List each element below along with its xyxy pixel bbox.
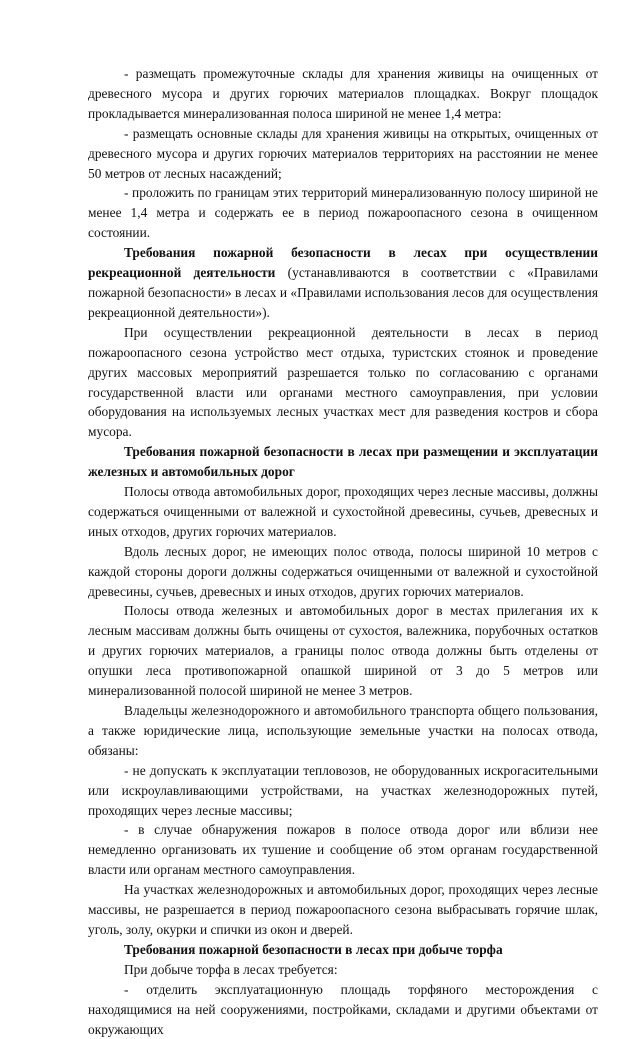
paragraph-peat-intro: При добыче торфа в лесах требуется: xyxy=(124,961,338,977)
heading-recreation: Требования пожарной безопасности в лесах при осуществлении рекреационной деятельности xyxy=(88,245,598,281)
paragraph-peat-separation: - отделить эксплуатационную площадь торфяного месторождения с находящимися на ней сооружениями, постройками, складами и другими объектами от окружающих xyxy=(88,981,598,1037)
heading-roads: Требования пожарной безопасности в лесах при размещении и эксплуатации железных и автомобильных дорог xyxy=(88,444,598,480)
heading-peat: Требования пожарной безопасности в лесах при добыче торфа xyxy=(124,941,503,957)
recreation-note: (устанавливаются в соответствии с «Правилами пожарной безопасности» в лесах и «Правилами использования лесов для осуществления рекреационной деятельности»). xyxy=(88,265,598,320)
paragraph-locomotives: - не допускать к эксплуатации тепловозов, не оборудованных искрогасительными или искроулавливающими устройствами, на участках железнодорожных путей, проходящих через лесные массивы; xyxy=(88,762,598,818)
paragraph-no-littering: На участках железнодорожных и автомобильных дорог, проходящих через лесные массивы, не разрешается в период пожароопасного сезона выбрасывать горячие шлак, уголь, золу, окурки и спички из окон и дверей. xyxy=(88,882,598,937)
paragraph-fire-response: - в случае обнаружения пожаров в полосе отвода дорог или вблизи нее немедленно организовать их тушение и сообщение об этом органам государственной власти или органам местного самоуправления. xyxy=(88,822,598,878)
paragraph-road-strips: Полосы отвода автомобильных дорог, проходящих через лесные массивы, должны содержаться очищенными от валежной и сухостойной древесины, сучьев, древесных и иных отходов, других горючих материалов. xyxy=(88,484,598,539)
paragraph-recreation-requirements xyxy=(88,243,598,323)
paragraph-main-storage: - размещать основные склады для хранения живицы на открытых, очищенных от древесного мусора и других горючих материалов территориях на расстоянии не менее 50 метров от лесных насаждений; xyxy=(88,125,598,181)
paragraph-mineral-strip: - проложить по границам этих территорий минерализованную полосу шириной не менее 1,4 метра и содержать ее в период пожароопасного сезона в очищенном состоянии. xyxy=(88,185,598,241)
paragraph-recreation-rules: При осуществлении рекреационной деятельности в лесах в период пожароопасного сезона устройство мест отдыха, туристских стоянок и проведение других массовых мероприятий разрешается только по согласованию с органами государственной власти или органами местного самоуправления, при условии оборудования на используемых лесных участках мест для разведения костров и сбора мусора. xyxy=(88,324,598,440)
paragraph-transport-owners: Владельцы железнодорожного и автомобильного транспорта общего пользования, а также юридические лица, использующие земельные участки на полосах отвода, обязаны: xyxy=(88,703,598,758)
paragraph-intermediate-storage: - размещать промежуточные склады для хранения живицы на очищенных от древесного мусора и других горючих материалов площадках. Вокруг площадок прокладывается минерализованная полоса шириной не менее 1,4 метра: xyxy=(88,66,598,121)
paragraph-rail-strips: Полосы отвода железных и автомобильных дорог в местах прилегания их к лесным массивам должны быть очищены от сухостоя, валежника, порубочных остатков и других горючих материалов, а границы полос отвода должны быть отделены от опушки леса противопожарной опашкой шириной от 3 до 5 метров или минерализованной полосой шириной не менее 3 метров. xyxy=(88,603,598,699)
paragraph-forest-roads: Вдоль лесных дорог, не имеющих полос отвода, полосы шириной 10 метров с каждой стороны дороги должны содержаться очищенными от валежной и сухостойной древесины, сучьев, древесных и иных отходов, других горючих материалов. xyxy=(88,543,598,599)
